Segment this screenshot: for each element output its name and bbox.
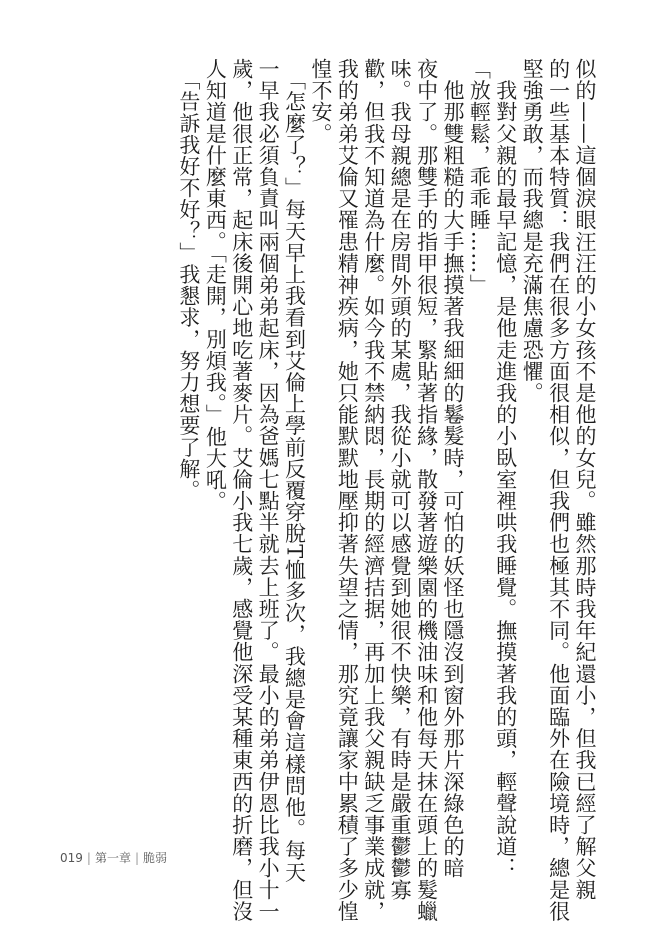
text-column-12: 「怎麼了？」每天早上我看到艾倫上學前反覆穿脫T恤多次，我總是會這樣問他。每天 [282, 58, 307, 883]
text-column-16: 「告訴我好不好？」我懇求，努力想要了解。 [176, 58, 201, 502]
footer-divider: | [134, 851, 140, 865]
text-column-2: 的一些基本特質：我們在很多方面很相似，但我們也極其不同。他面臨外在險境時，總是很 [546, 58, 571, 922]
text-column-11: 惶不安。 [308, 58, 333, 145]
section-title: 脆弱 [143, 851, 168, 865]
text-column-4: 我對父親的最早記憶，是他走進我的小臥室裡哄我睡覺。撫摸著我的頭，輕聲說道： [493, 58, 518, 879]
text-column-5: 「放輕鬆，乖乖睡……」 [467, 58, 492, 296]
page-number: 019 [60, 851, 83, 865]
text-column-14: 歲，他很正常，起床後開心地吃著麥片。艾倫小我七歲，感覺他深受某種東西的折磨，但沒 [229, 58, 254, 922]
text-column-1: 似的——這個淚眼汪汪的小女孩不是他的女兒。雖然那時我年紀還小，但我已經了解父親 [573, 58, 597, 901]
footer-divider: | [86, 851, 91, 865]
text-column-6: 他那雙粗糙的大手撫摸著我細細的鬈髮時，可怕的妖怪也隱沒到窗外那片深綠色的暗 [440, 58, 465, 879]
text-column-13: 一早我必須負責叫兩個弟弟起床，因為爸媽七點半就去上班了。最小的弟弟伊恩比我小十一 [256, 58, 281, 922]
page-footer [60, 849, 167, 866]
text-column-15: 人知道是什麼東西。「走開，別煩我。」他大吼。 [203, 58, 228, 513]
text-column-8: 味。我母親總是在房間外頭的某處，我從小就可以感覺到她很不快樂，有時是嚴重鬱鬱寡 [388, 58, 413, 901]
text-column-9: 歡，但我不知道為什麼。如今我不禁納悶，長期的經濟拮据，再加上我父親缺乏事業成就， [361, 58, 386, 922]
chapter-label: 第一章 [94, 851, 131, 865]
text-column-7: 夜中了。那雙手的指甲很短，緊貼著指緣，散發著遊樂園的機油味和他每天抹在頭上的髮蠟 [414, 58, 439, 922]
text-column-10: 我的弟弟艾倫又罹患精神疾病，她只能默默地壓抑著失望之情，那究竟讓家中累積了多少惶 [335, 58, 360, 922]
text-column-3: 堅強勇敢，而我總是充滿焦慮恐懼。 [520, 58, 545, 404]
